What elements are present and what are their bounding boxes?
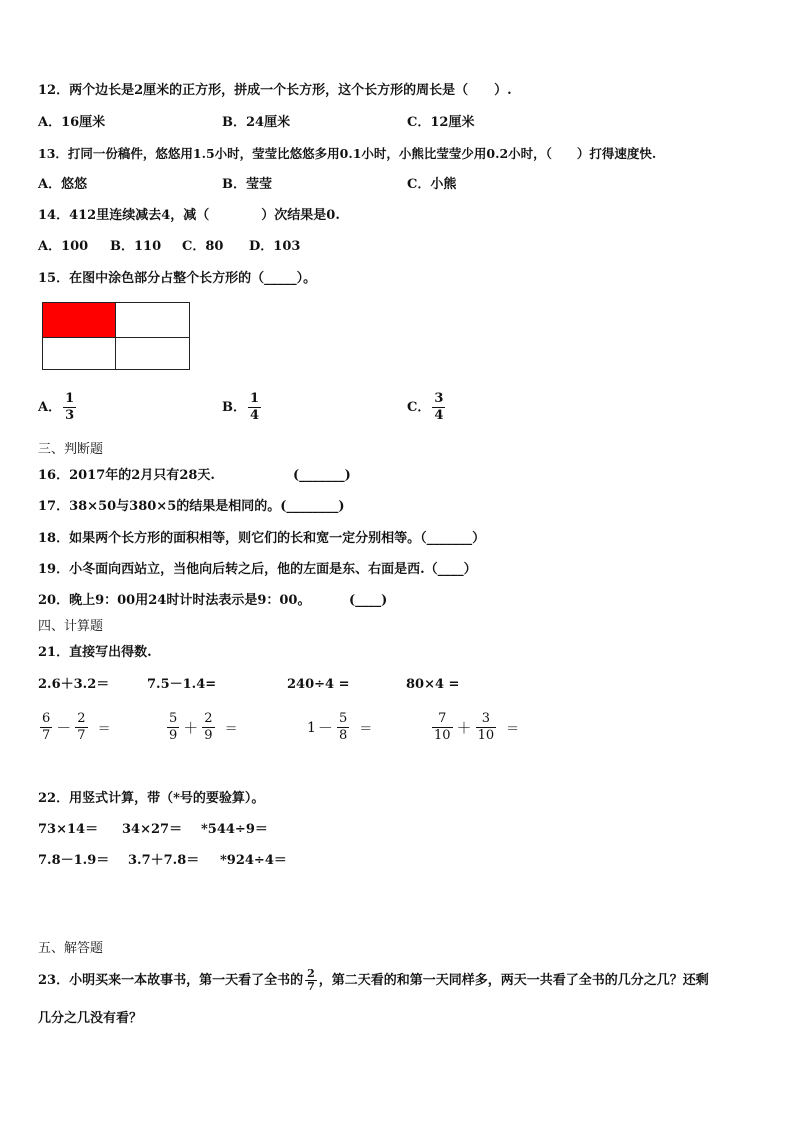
q15-option-c-fraction xyxy=(432,391,445,424)
q21-stem: 21．直接写出得数. xyxy=(38,645,152,660)
q13-option-a[interactable]: A．悠悠 xyxy=(38,177,88,192)
q22-expr-5: 3.7＋7.8＝ xyxy=(128,853,200,868)
q15-option-b-fraction xyxy=(248,391,261,424)
q16-blank[interactable]: (_______) xyxy=(293,468,351,483)
q23-fraction: $\frac{2}{7}$ xyxy=(307,967,315,993)
q22-stem: 22．用竖式计算，带（*号的要验算）。 xyxy=(38,791,265,806)
q15-option-a[interactable] xyxy=(38,391,78,424)
q15-option-c-den: 4 xyxy=(434,408,444,423)
q22-expr-4: 7.8－1.9＝ xyxy=(38,853,110,868)
q15-grid-hline xyxy=(43,337,189,338)
q15-option-a-fraction xyxy=(63,391,76,424)
q15-option-a-num: 1 xyxy=(65,391,75,406)
q21-frac-expr-2: $\frac{5}{9}$ ＋ $\frac{2}{9}$ ＝ xyxy=(169,711,238,743)
q22-expr-1: 73×14＝ xyxy=(38,822,99,837)
q21-expr-3: 240÷4 = xyxy=(287,677,350,692)
q20-blank[interactable]: (____) xyxy=(349,593,388,608)
q15-option-c-label: C． xyxy=(407,399,431,415)
q21-f3-b: $\frac{5}{8}$ xyxy=(338,711,348,743)
q12-option-c[interactable]: C．12厘米 xyxy=(407,115,475,130)
q21-frac-expr-4: $\frac{7}{10}$ ＋ $\frac{3}{10}$ ＝ xyxy=(434,711,520,743)
q14-stem: 14．412里连续减去4，减（ ）次结果是0. xyxy=(38,208,340,223)
q15-stem: 15．在图中涂色部分占整个长方形的（_____）。 xyxy=(38,271,317,286)
q14-option-a[interactable]: A．100 xyxy=(38,239,89,254)
q21-expr-2: 7.5－1.4= xyxy=(147,677,217,692)
q20-stem: 20．晚上9：00用24时计时法表示是9：00。 xyxy=(38,593,311,608)
q15-option-c-num: 3 xyxy=(434,391,444,406)
q21-frac-expr-3: 1 － $\frac{5}{8}$ ＝ xyxy=(307,711,373,743)
q21-f4-a: $\frac{7}{10}$ xyxy=(434,711,451,743)
q23-stem-line2: 几分之几没有看？ xyxy=(38,1011,143,1026)
q21-f1-b: $\frac{2}{7}$ xyxy=(77,711,86,743)
q19-stem: 19．小冬面向西站立，当他向后转之后，他的左面是东、右面是西.（____） xyxy=(38,562,477,577)
q13-stem: 13．打同一份稿件，悠悠用1.5小时，莹莹比悠悠多用0.1小时，小熊比莹莹少用0.2小时，（ ）打得速度快. xyxy=(38,146,657,161)
q14-option-d[interactable]: D．103 xyxy=(249,239,301,254)
q12-stem: 12．两个边长是2厘米的正方形，拼成一个长方形，这个长方形的周长是（ ）. xyxy=(38,83,512,98)
q15-shaded-cell xyxy=(43,303,115,337)
q18-stem: 18．如果两个长方形的面积相等，则它们的长和宽一定分别相等。（_______） xyxy=(38,531,486,546)
q21-f2-a: $\frac{5}{9}$ xyxy=(169,711,178,743)
q22-expr-3: *544÷9＝ xyxy=(201,822,268,837)
q21-frac-expr-1: $\frac{6}{7}$ － $\frac{2}{7}$ ＝ xyxy=(42,711,111,743)
q15-option-a-den: 3 xyxy=(65,408,75,423)
q21-f4-b: $\frac{3}{10}$ xyxy=(477,711,495,743)
q12-option-b[interactable]: B．24厘米 xyxy=(222,115,291,130)
section-4-title: 四、计算题 xyxy=(38,619,104,634)
q14-option-c[interactable]: C．80 xyxy=(182,239,224,254)
q15-grid-vline xyxy=(115,303,116,369)
q21-f2-b: $\frac{2}{9}$ xyxy=(204,711,213,743)
q12-option-a[interactable]: A．16厘米 xyxy=(38,115,106,130)
q21-expr-4: 80×4 = xyxy=(406,677,460,692)
q15-option-a-label: A． xyxy=(38,399,62,415)
q21-expr-1: 2.6＋3.2＝ xyxy=(38,677,110,692)
q15-option-c[interactable] xyxy=(407,391,447,424)
q22-expr-6: *924÷4＝ xyxy=(220,853,287,868)
q14-option-b[interactable]: B．110 xyxy=(110,239,162,254)
q17-stem: 17．38×50与380×5的结果是相同的。(________) xyxy=(38,499,345,514)
section-5-title: 五、解答题 xyxy=(38,941,104,956)
q23-stem-line1 xyxy=(38,968,709,993)
q21-f1-a: $\frac{6}{7}$ xyxy=(42,711,51,743)
q15-rectangle-figure xyxy=(42,302,190,370)
q16-stem: 16．2017年的2月只有28天. xyxy=(38,468,215,483)
q15-option-b[interactable] xyxy=(222,391,263,424)
q13-option-b[interactable]: B．莹莹 xyxy=(222,177,272,192)
q15-option-b-num: 1 xyxy=(250,391,260,406)
q13-option-c[interactable]: C．小熊 xyxy=(407,177,457,192)
q23-stem-a: 23．小明买来一本故事书，第一天看了全书的 xyxy=(38,972,304,988)
section-3-title: 三、判断题 xyxy=(38,442,104,457)
q15-option-b-label: B． xyxy=(222,399,246,415)
q22-expr-2: 34×27＝ xyxy=(122,822,183,837)
q23-stem-b: ，第二天看的和第一天同样多，两天一共看了全书的几分之几？还剩 xyxy=(318,972,709,988)
q15-option-b-den: 4 xyxy=(250,408,260,423)
